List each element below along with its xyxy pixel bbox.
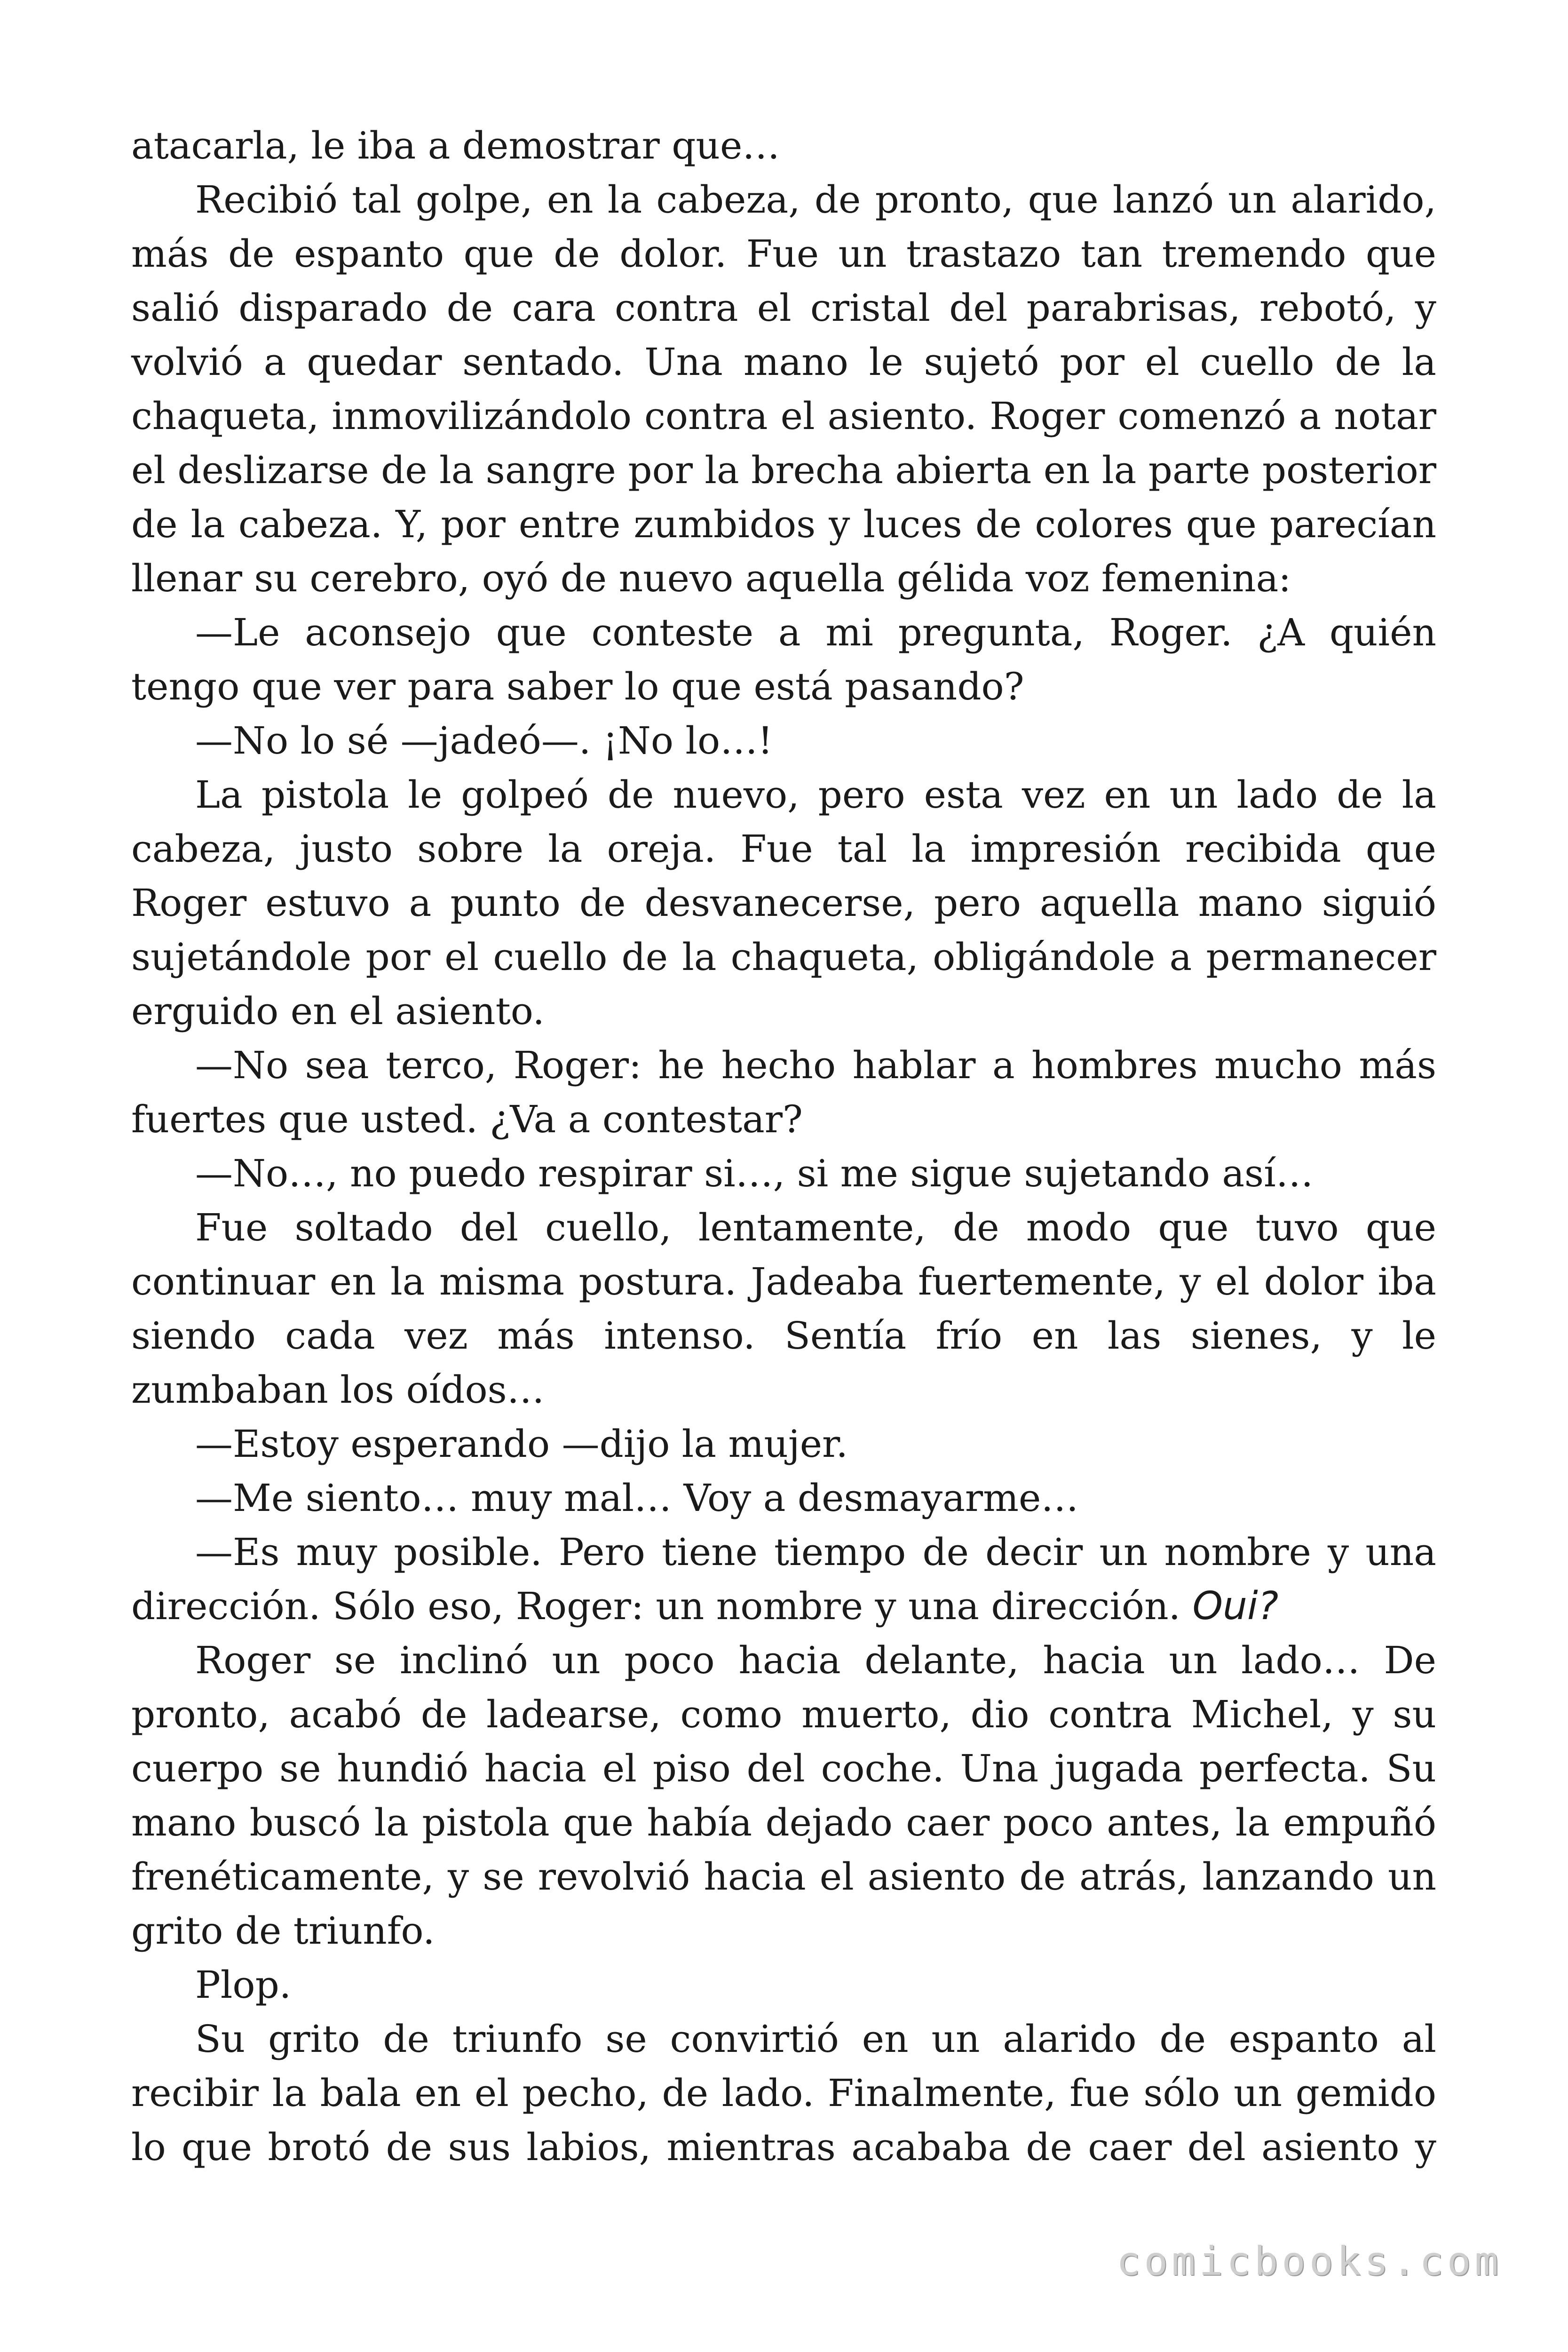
paragraph-dialogue: —Le aconsejo que conteste a mi pregunta, Roger. ¿A quién tengo que ver para saber lo que está pasando? <box>131 611 1436 708</box>
paragraph-onomatopoeia: Plop. <box>195 1963 292 2007</box>
paragraph-dialogue: —Estoy esperando —dijo la mujer. <box>195 1422 848 1466</box>
paragraph-narration: Fue soltado del cuello, lentamente, de modo que tuvo que continuar en la misma postura. Jadeaba fuertemente, y el dolor iba siendo cada vez más intenso. Sentía frío en las sienes, y le zumbaban los oídos… <box>131 1206 1436 1412</box>
paragraph-narration-continues: Su grito de triunfo se convirtió en un alarido de espanto al recibir la bala en el pecho, de lado. Finalmente, fue sólo un gemido lo que brotó de sus labios, mientras acababa de caer del asiento y <box>131 2017 1436 2169</box>
paragraph-narration: Recibió tal golpe, en la cabeza, de pronto, que lanzó un alarido, más de espanto que de dolor. Fue un trastazo tan tremendo que salió disparado de cara contra el cristal del parabrisas, rebotó, y volvió a quedar sentado. Una mano le sujetó por el cuello de la chaqueta, inmovilizándolo contra el asiento. Roger comenzó a notar el deslizarse de la sangre por la brecha abierta en la parte posterior de la cabeza. Y, por entre zumbidos y luces de colores que parecían llenar su cerebro, oyó de nuevo aquella gélida voz femenina: <box>131 178 1436 600</box>
book-page-body <box>131 119 1436 2174</box>
paragraph-dialogue: —No…, no puedo respirar si…, si me sigue sujetando así… <box>195 1152 1314 1195</box>
watermark-logo: comicbooks.com <box>1116 2238 1502 2284</box>
paragraph-continuation: atacarla, le iba a demostrar que… <box>131 124 780 167</box>
paragraph-dialogue-text: —Es muy posible. Pero tiene tiempo de decir un nombre y una dirección. Sólo eso, Roger: un nombre y una dirección. <box>131 1530 1436 1628</box>
paragraph-narration: Roger se inclinó un poco hacia delante, hacia un lado… De pronto, acabó de ladearse, como muerto, dio contra Michel, y su cuerpo se hundió hacia el piso del coche. Una jugada perfecta. Su mano buscó la pistola que había dejado caer poco antes, la empuñó frenéticamente, y se revolvió hacia el asiento de atrás, lanzando un grito de triunfo. <box>131 1638 1436 1953</box>
paragraph-dialogue: —Me siento… muy mal… Voy a desmayarme… <box>195 1476 1079 1520</box>
italic-foreign-word: Oui? <box>1192 1584 1279 1629</box>
paragraph-dialogue: —No sea terco, Roger: he hecho hablar a hombres mucho más fuertes que usted. ¿Va a contestar? <box>131 1043 1436 1141</box>
paragraph-narration: La pistola le golpeó de nuevo, pero esta vez en un lado de la cabeza, justo sobre la oreja. Fue tal la impresión recibida que Roger estuvo a punto de desvanecerse, pero aquella mano siguió sujetándole por el cuello de la chaqueta, obligándole a permanecer erguido en el asiento. <box>131 773 1436 1033</box>
paragraph-dialogue: —No lo sé —jadeó—. ¡No lo…! <box>195 719 773 763</box>
paragraph-dialogue <box>131 1525 1436 1633</box>
